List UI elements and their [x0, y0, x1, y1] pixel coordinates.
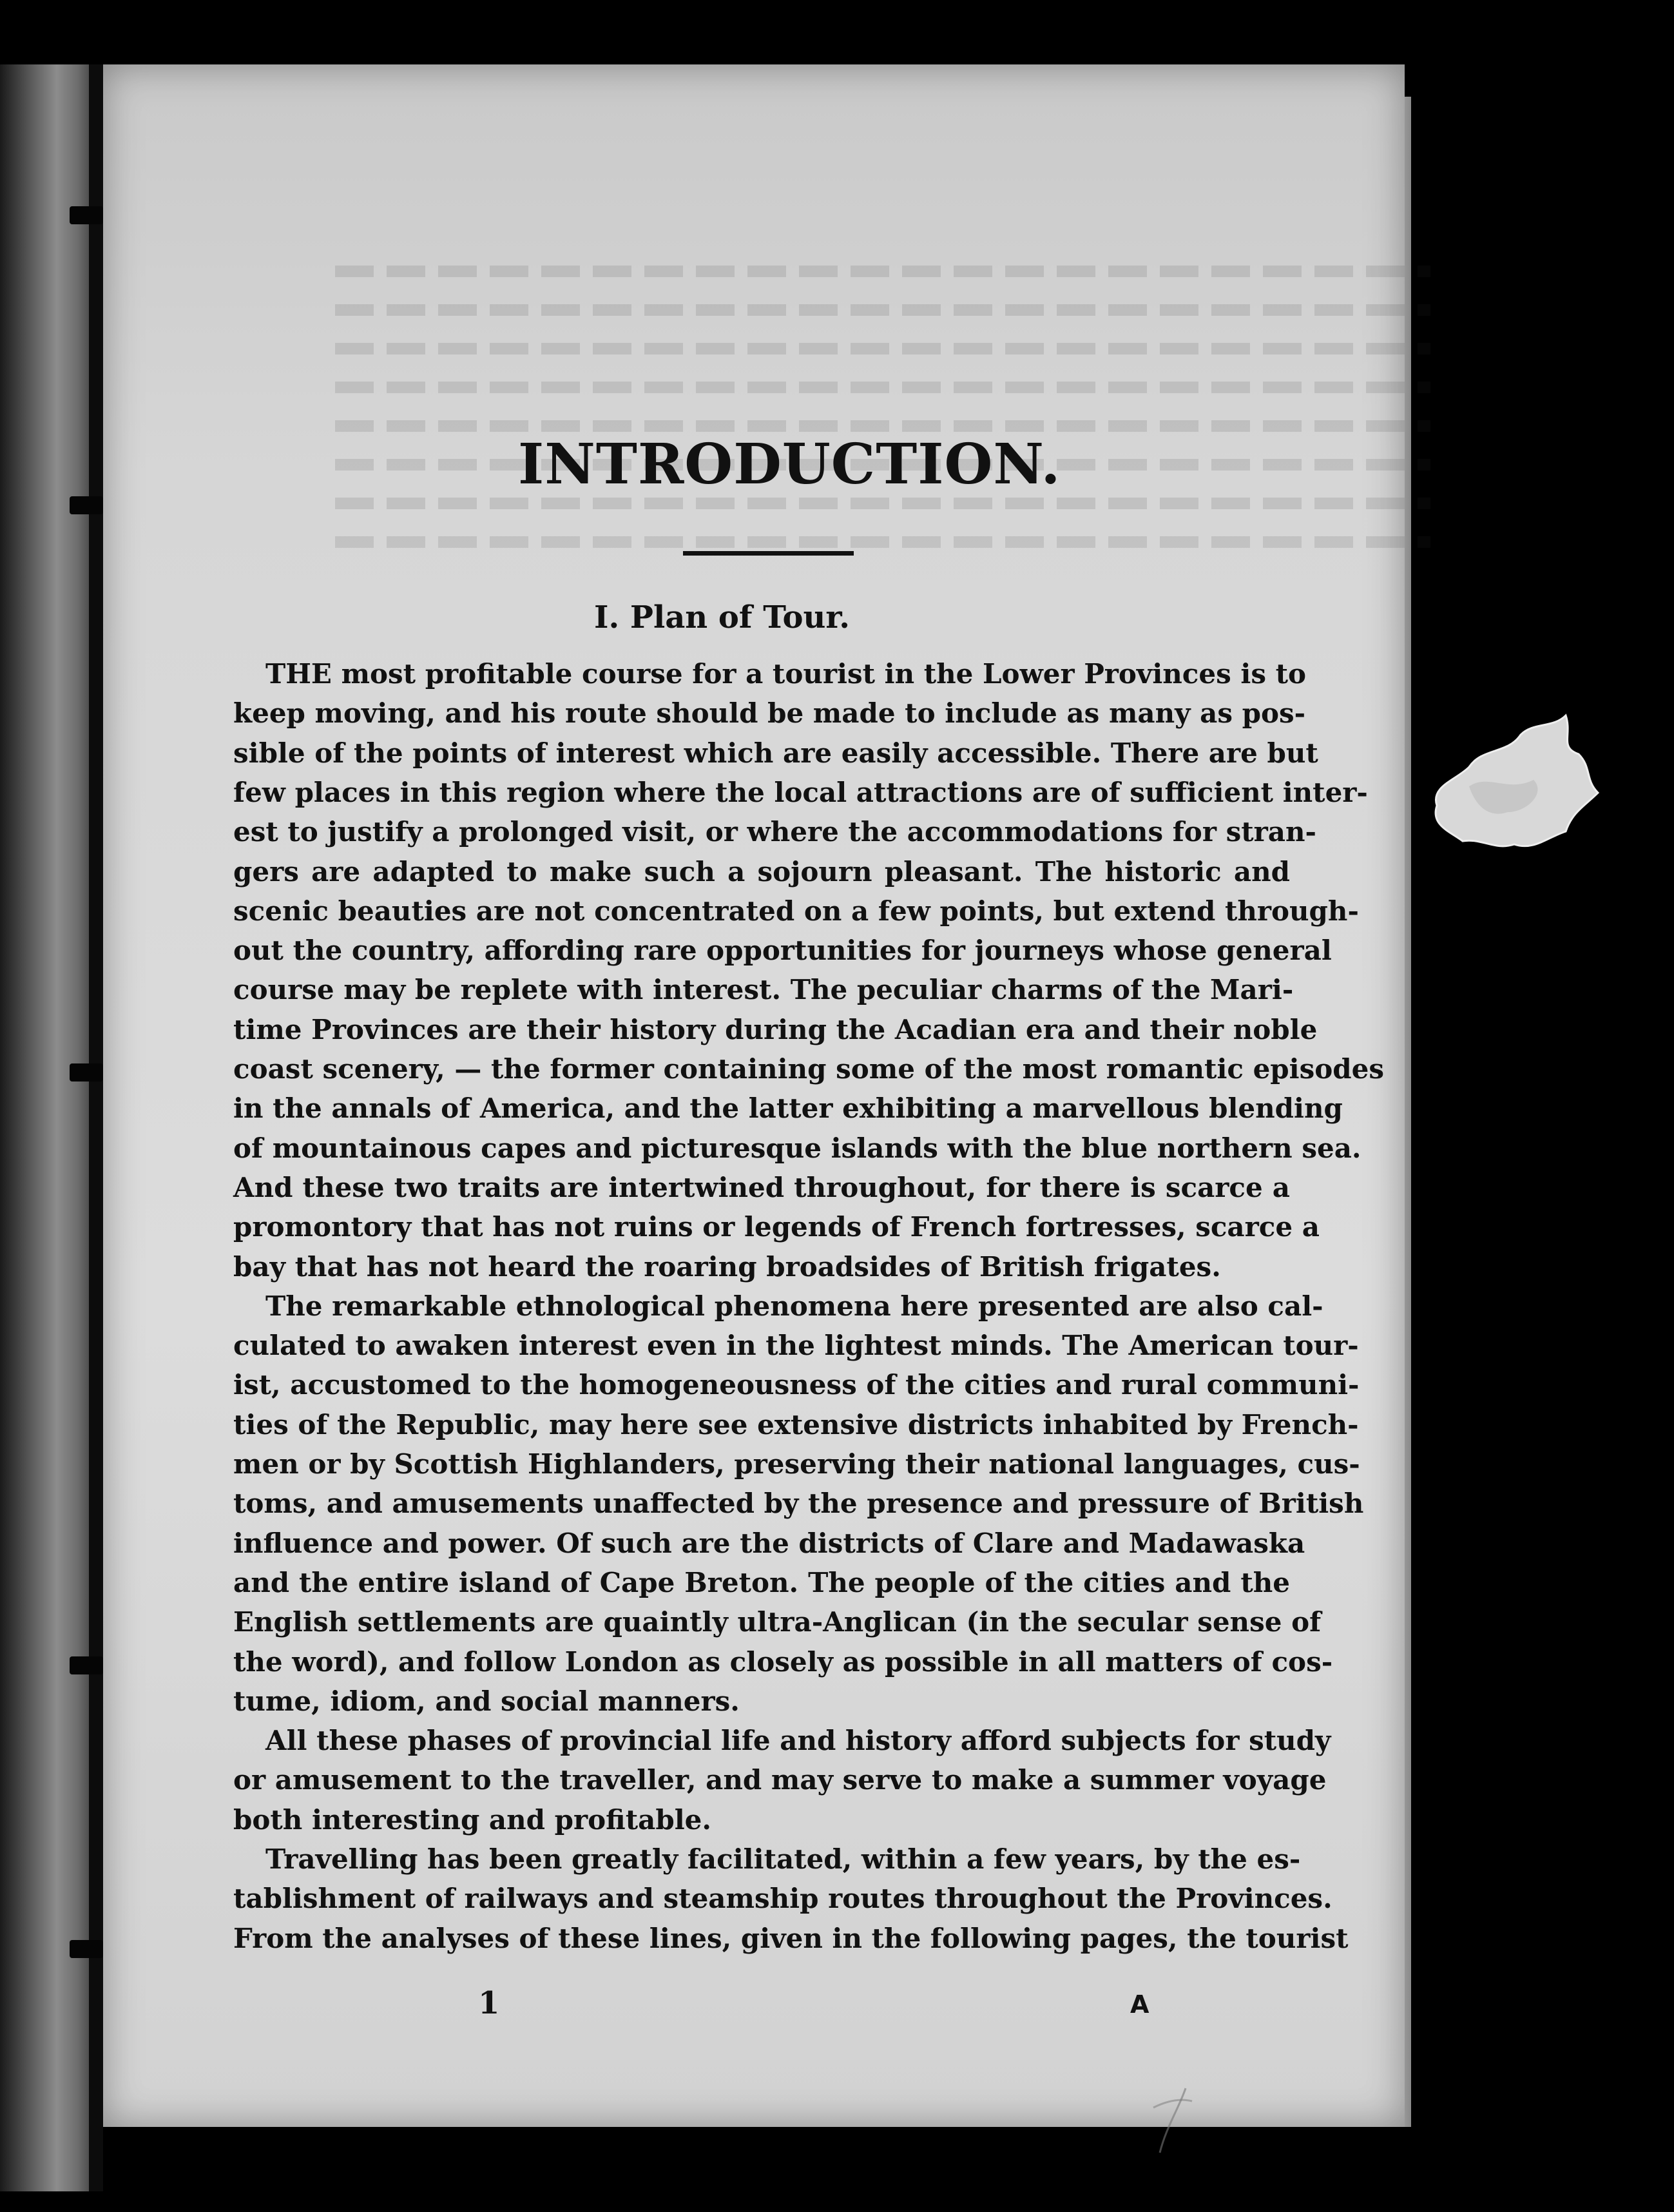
text-line: keep moving, and his route should be made to include as many as pos-: [233, 697, 1306, 730]
faint-pencil-mark: [1147, 2082, 1198, 2159]
text-line: sible of the points of interest which are easily accessible. There are but: [233, 737, 1318, 769]
text-line: men or by Scottish Highlanders, preserving their national languages, cus-: [233, 1448, 1360, 1480]
text-line: coast scenery, — the former containing some of the most romantic episodes: [233, 1053, 1385, 1085]
text-line: promontory that has not ruins or legends of French fortresses, scarce a: [233, 1211, 1320, 1243]
text-line: in the annals of America, and the latter exhibiting a marvellous blending: [233, 1092, 1343, 1125]
title-rule: [683, 551, 854, 556]
text-line: est to justify a prolonged visit, or where the accommodations for stran-: [233, 816, 1316, 848]
text-line: THE most profitable course for a tourist in the Lower Provinces is to: [265, 658, 1307, 690]
text-line: bay that has not heard the roaring broadsides of British frigates.: [233, 1250, 1221, 1283]
text-line: both interesting and profitable.: [233, 1803, 711, 1836]
signature-mark: A: [1130, 1990, 1150, 2019]
text-line: few places in this region where the local attractions are of sufficient inter-: [233, 776, 1368, 808]
page-number: 1: [478, 1985, 500, 2021]
text-line: and the entire island of Cape Breton. The people of the cities and the: [233, 1566, 1290, 1598]
paper-damage-flake: [1411, 709, 1604, 857]
text-line: ties of the Republic, may here see extensive districts inhabited by French-: [233, 1408, 1359, 1441]
text-line: time Provinces are their history during the Acadian era and their noble: [233, 1013, 1318, 1045]
text-line: And these two traits are intertwined throughout, for there is scarce a: [233, 1171, 1290, 1203]
binding-stitch: [70, 1940, 103, 1958]
text-line: of mountainous capes and picturesque islands with the blue northern sea.: [233, 1132, 1361, 1164]
text-line: culated to awaken interest even in the lightest minds. The American tour-: [233, 1330, 1359, 1362]
text-line: tume, idiom, and social manners.: [233, 1685, 740, 1717]
text-line: influence and power. Of such are the districts of Clare and Madawaska: [233, 1527, 1305, 1559]
text-line: The remarkable ethnological phenomena here presented are also cal-: [265, 1290, 1323, 1322]
section-heading: I. Plan of Tour.: [594, 599, 851, 635]
text-line: the word), and follow London as closely as possible in all matters of cos-: [233, 1645, 1333, 1678]
text-line: ist, accustomed to the homogeneousness of the cities and rural communi-: [233, 1369, 1360, 1401]
binding-stitch: [70, 206, 103, 224]
text-line: tablishment of railways and steamship routes throughout the Provinces.: [233, 1883, 1332, 1915]
book-binding: [0, 64, 103, 2191]
text-line: All these phases of provincial life and history afford subjects for study: [265, 1725, 1331, 1757]
page-title: INTRODUCTION.: [518, 432, 1061, 497]
text-line: out the country, affording rare opportunities for journeys whose general: [233, 935, 1332, 967]
text-line: gers are adapted to make such a sojourn pleasant. The historic and: [233, 855, 1290, 888]
text-line: toms, and amusements unaffected by the presence and pressure of British: [233, 1488, 1364, 1520]
binding-stitch: [70, 1063, 103, 1082]
binding-spine: [89, 64, 103, 2191]
text-line: English settlements are quaintly ultra-Anglican (in the secular sense of: [233, 1606, 1322, 1638]
text-line: or amusement to the traveller, and may serve to make a summer voyage: [233, 1764, 1327, 1796]
text-line: course may be replete with interest. The peculiar charms of the Mari-: [233, 974, 1294, 1006]
text-line: scenic beauties are not concentrated on a few points, but extend through-: [233, 895, 1359, 927]
text-line: From the analyses of these lines, given in the following pages, the tourist: [233, 1922, 1349, 1954]
binding-stitch: [70, 1656, 103, 1674]
text-line: Travelling has been greatly facilitated, within a few years, by the es-: [265, 1843, 1301, 1875]
binding-stitch: [70, 496, 103, 514]
